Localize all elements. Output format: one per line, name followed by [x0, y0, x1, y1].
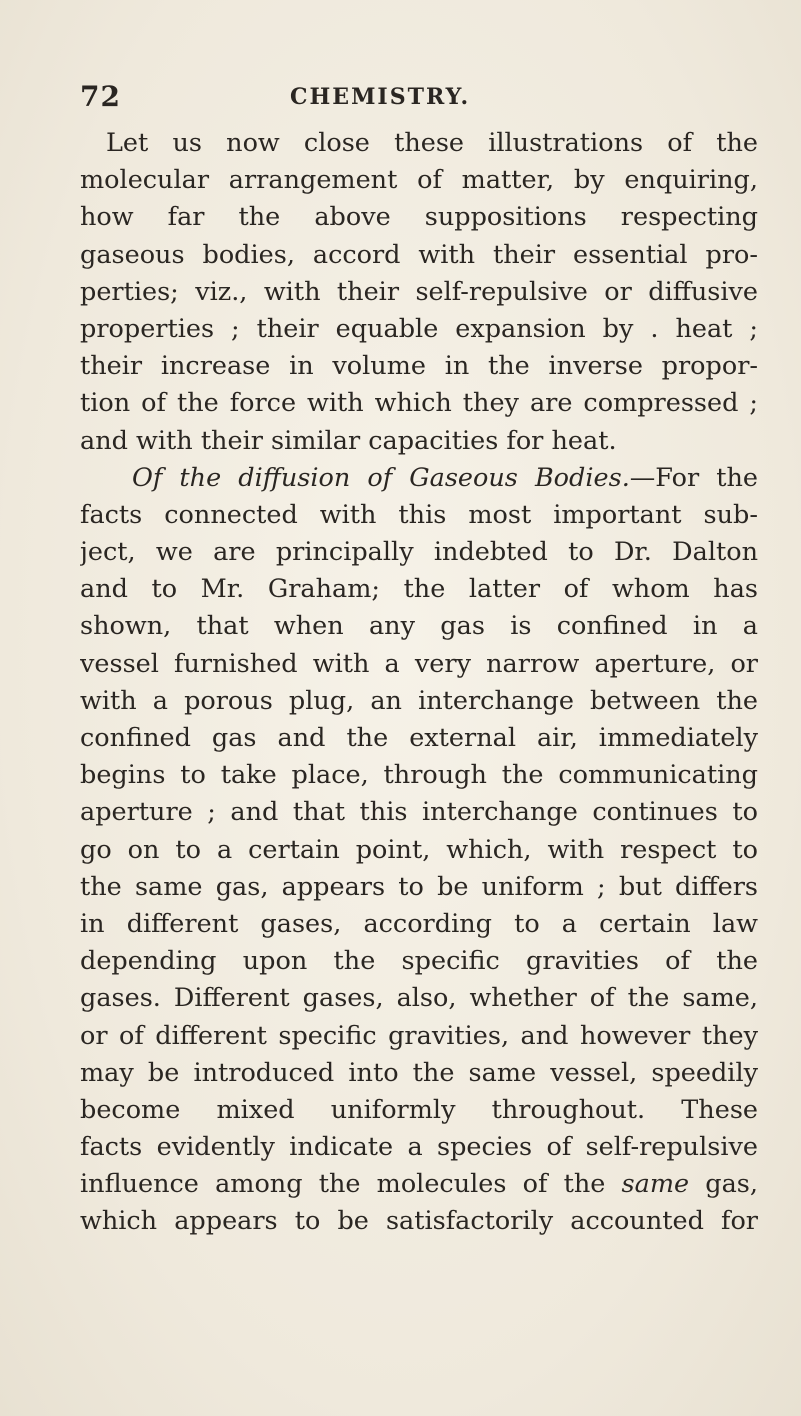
text-line: the same gas, appears to be uniform ; but differs — [80, 871, 758, 902]
paragraph-1 — [80, 125, 758, 460]
text-line: tion of the force with which they are compressed ; — [80, 388, 758, 419]
text-line: facts evidently indicate a species of self-repulsive — [80, 1132, 758, 1163]
heading-continuation: —For the — [629, 462, 758, 493]
text-line: gases. Different gases, also, whether of the same, — [80, 983, 758, 1014]
text-line: which appears to be satisfactorily accounted for — [80, 1206, 758, 1237]
text-line: in different gases, according to a certain law — [80, 908, 758, 939]
text-line: perties; viz., with their self-repulsive or diffusive — [80, 276, 758, 307]
text-line: or of different specific gravities, and however they — [80, 1020, 758, 1051]
text-line: gaseous bodies, accord with their essential pro- — [80, 239, 758, 270]
running-head: CHEMISTRY. — [290, 84, 471, 110]
text-line: and to Mr. Graham; the latter of whom has — [80, 574, 758, 605]
italic-word: same — [621, 1169, 690, 1200]
section-heading-line — [80, 460, 758, 497]
page-header — [80, 80, 740, 122]
text-line: their increase in volume in the inverse propor- — [80, 351, 758, 382]
text-line: aperture ; and that this interchange continues to — [80, 797, 758, 828]
text-line: properties ; their equable expansion by . heat ; — [80, 313, 758, 344]
text-line: shown, that when any gas is confined in a — [80, 611, 758, 642]
text-line: molecular arrangement of matter, by enquiring, — [80, 165, 758, 196]
text-line: with a porous plug, an interchange between the — [80, 685, 758, 716]
text-line: begins to take place, through the communicating — [80, 760, 758, 791]
text-line: may be introduced into the same vessel, speedily — [80, 1057, 758, 1088]
text-line: go on to a certain point, which, with respect to — [80, 834, 758, 865]
text-line: vessel furnished with a very narrow aperture, or — [80, 648, 758, 679]
text-line: how far the above suppositions respecting — [80, 202, 758, 233]
text-line: influence among the molecules of the same gas, — [80, 1169, 758, 1200]
body-text — [80, 125, 758, 1241]
page-number: 72 — [80, 80, 121, 113]
paragraph-2 — [80, 460, 758, 1241]
text-line: and with their similar capacities for heat. — [80, 425, 617, 456]
section-heading: Of the diffusion of Gaseous Bodies. — [132, 462, 630, 493]
text-line: become mixed uniformly throughout. These — [80, 1094, 758, 1125]
text-line: confined gas and the external air, immediately — [80, 723, 758, 753]
text-line: Let us now close these illustrations of the — [106, 128, 758, 158]
text-line: depending upon the specific gravities of the — [80, 946, 758, 977]
text-line: facts connected with this most important sub- — [80, 499, 758, 530]
text-line: ject, we are principally indebted to Dr. Dalton — [80, 537, 758, 568]
